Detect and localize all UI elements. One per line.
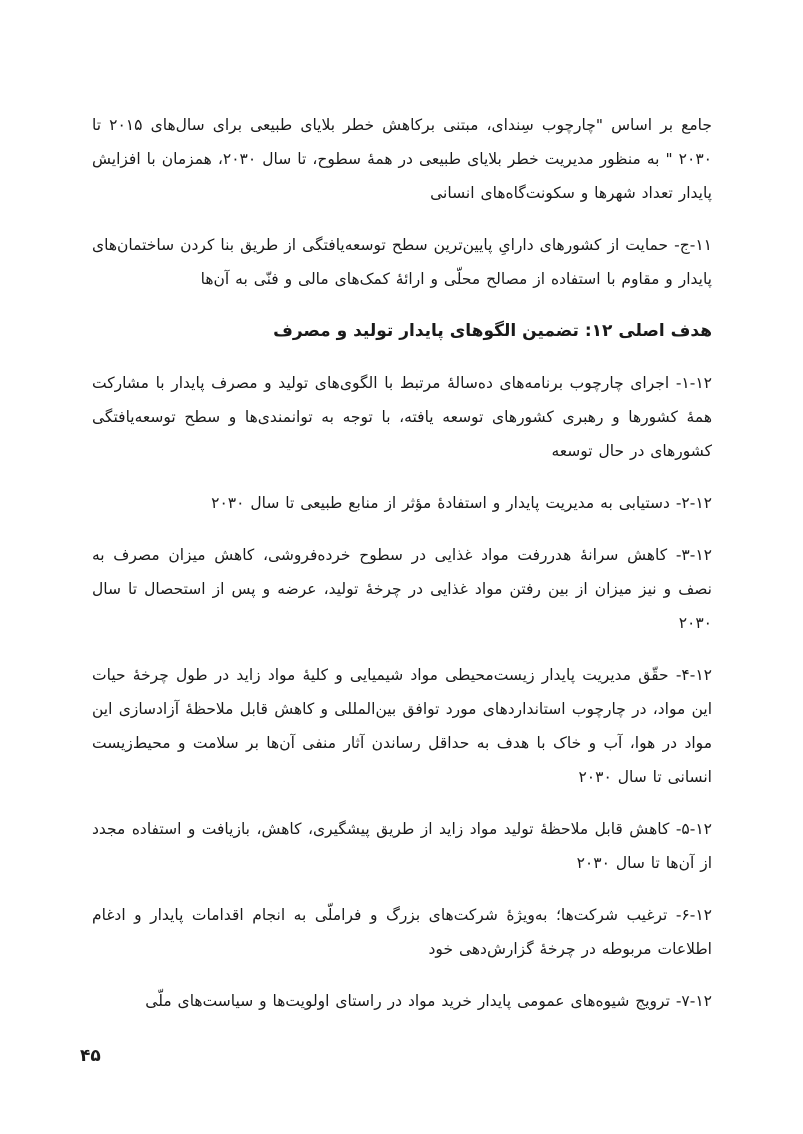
- document-page: [92, 108, 712, 1036]
- list-item-12-4: ۴-۱۲- حقّق مدیریت پایدار زیست‌محیطی مواد شیمیایی و کلیهٔ مواد زاید در طول چرخهٔ حیات این مواد، در چارچوب استانداردهای مورد توافق بین‌المللی و کاهش قابل ملاحظهٔ آزادسازی این مواد در هوا، آب و خاک با هدف به حداقل رساندن آثار منفی آن‌ها بر سلامت و محیط‌زیست انسانی تا سال ۲۰۳۰: [92, 666, 712, 786]
- paragraph-continuation: جامع بر اساس "چارچوب سِندای، مبتنی برکاهش خطر بلایای طبیعی برای سال‌های ۲۰۱۵ تا ۲۰۳۰ " به منظور مدیریت خطر بلایای طبیعی در همهٔ سطوح، تا سال ۲۰۳۰، همزمان با افزایش پایدار تعداد شهرها و سکونت‌گاه‌های انسانی: [92, 116, 712, 202]
- list-item-12-1: ۱-۱۲- اجرای چارچوب برنامه‌های ده‌سالهٔ مرتبط با الگوی‌های تولید و مصرف پایدار با مشارکت همهٔ کشورها و رهبری کشورهای توسعه یافته، با توجه به توانمندی‌ها و سطح توسعه‌یافتگی کشورهای در حال توسعه: [92, 374, 712, 460]
- list-item-12-6: ۶-۱۲- ترغیب شرکت‌ها؛ به‌ویژهٔ شرکت‌های بزرگ و فراملّی به انجام اقدامات پایدار و ادغام اطلاعات مربوطه در چرخهٔ گزارش‌دهی خود: [92, 906, 712, 958]
- list-item-12-7: ۷-۱۲- ترویج شیوه‌های عمومی پایدار خرید مواد در راستای اولویت‌ها و سیاست‌های ملّی: [145, 992, 712, 1010]
- paragraph-11c: ۱۱-ج- حمایت از کشورهای دارایِ پایین‌ترین سطح توسعه‌یافتگی از طریق بنا کردن ساختمان‌های پایدار و مقاوم با استفاده از مصالح محلّی و ارائهٔ کمک‌های مالی و فنّی به آن‌ها: [92, 236, 712, 288]
- list-item-12-3: ۳-۱۲- کاهش سرانهٔ هدررفت مواد غذایی در سطوح خرده‌فروشی، کاهش میزان مصرف به نصف و نیز میزان از بین رفتن مواد غذایی در چرخهٔ تولید، عرضه و پس از استحصال تا سال ۲۰۳۰: [92, 546, 712, 632]
- list-item-12-2: ۲-۱۲- دستیابی به مدیریت پایدار و استفادهٔ مؤثر از منابع طبیعی تا سال ۲۰۳۰: [211, 494, 712, 512]
- section-heading-goal-12: هدف اصلی ۱۲: تضمین الگوهای پایدار تولید و مصرف: [273, 321, 712, 341]
- list-item-12-5: ۵-۱۲- کاهش قابل ملاحظهٔ تولید مواد زاید از طریق پیشگیری، کاهش، بازیافت و استفاده مجدد از آن‌ها تا سال ۲۰۳۰: [92, 820, 712, 872]
- page-number: ۴۵: [80, 1046, 101, 1066]
